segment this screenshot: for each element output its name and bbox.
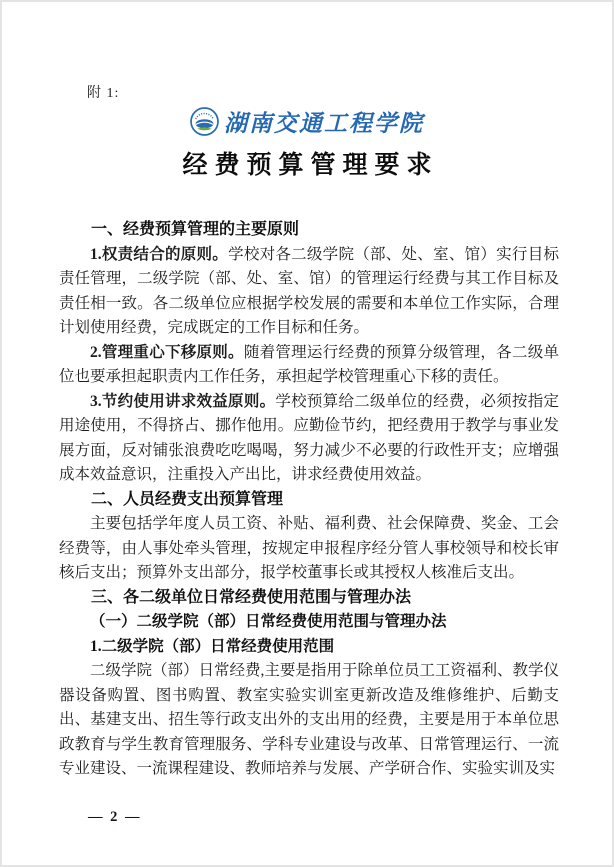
- paragraph-lead: 2.管理重心下移原则。: [90, 343, 244, 361]
- paragraph-lead: 三、各二级单位日常经费使用范围与管理办法: [91, 588, 412, 606]
- paragraph: [59, 243, 559, 341]
- paragraph-lead: 1.二级学院（部）日常经费使用范围: [90, 637, 335, 655]
- school-logo: [2, 105, 612, 138]
- paragraph-lead: 二、人员经费支出预算管理: [91, 490, 284, 508]
- paragraph-lead: （一）二级学院（部）日常经费使用范围与管理办法: [90, 613, 447, 630]
- paragraph: [59, 659, 559, 782]
- attachment-label: 附 1:: [87, 86, 120, 101]
- paragraph-lead: 1.权责结合的原则。: [90, 245, 229, 263]
- section-heading: [59, 488, 559, 513]
- paragraph-lead: 3.节约使用讲求效益原则。: [90, 392, 276, 410]
- paragraph: [59, 390, 559, 488]
- document-title: 经费预算管理要求: [182, 152, 439, 179]
- paragraph: [59, 341, 559, 390]
- paragraph-text: 主要包括学年度人员工资、补贴、福利费、社会保障费、奖金、工会经费等，由人事处牵头管理，按规定申报程序经分管人事校领导和校长审核后支出；预算外支出部分，报学校董事长或其授权人核准后支出。: [59, 515, 559, 581]
- section-heading: [59, 586, 559, 611]
- school-emblem-icon: [190, 107, 219, 136]
- paragraph: [59, 512, 559, 586]
- section-heading: [59, 218, 559, 243]
- paragraph-text: 学校预算给二级单位的经费，必须按指定用途使用，不得挤占、挪作他用。应勤俭节约，把经费用于教学与事业发展方面，反对铺张浪费吃吃喝喝，努力减少不必要的行政性开支；应增强成本效益意识，注重投入产出比，讲求经费使用效益。: [59, 392, 559, 483]
- school-name: 湖南交通工程学院: [224, 110, 424, 137]
- sub-heading: [59, 610, 559, 635]
- sub-heading: [59, 635, 559, 660]
- page-number: — 2 —: [88, 809, 142, 825]
- paragraph-text: 二级学院（部）日常经费,主要是指用于除单位员工工资福利、教学仪器设备购置、图书购置、教室实验实训室更新改造及维修维护、后勤支出、基建支出、招生等行政支出外的支出用的经费，主要是用于本单位思政教育与学生教育管理服务、学科专业建设与改革、日常管理运行、一流专业建设、一流课程建设、教师培养与发展、产学研合作、实验实训及实: [59, 662, 559, 777]
- document-body: [59, 218, 559, 782]
- paragraph-text: 随着管理运行经费的预算分级管理，各二级单位也要承担起职责内工作任务，承担起学校管理重心下移的责任。: [59, 343, 559, 385]
- paragraph-text: 学校对各二级学院（部、处、室、馆）实行目标责任管理，二级学院（部、处、室、馆）的管理运行经费与其工作目标及责任相一致。各二级单位应根据学校发展的需要和本单位工作实际，合理计划使用经费，完成既定的工作目标和任务。: [59, 245, 559, 336]
- paragraph-lead: 一、经费预算管理的主要原则: [91, 221, 300, 238]
